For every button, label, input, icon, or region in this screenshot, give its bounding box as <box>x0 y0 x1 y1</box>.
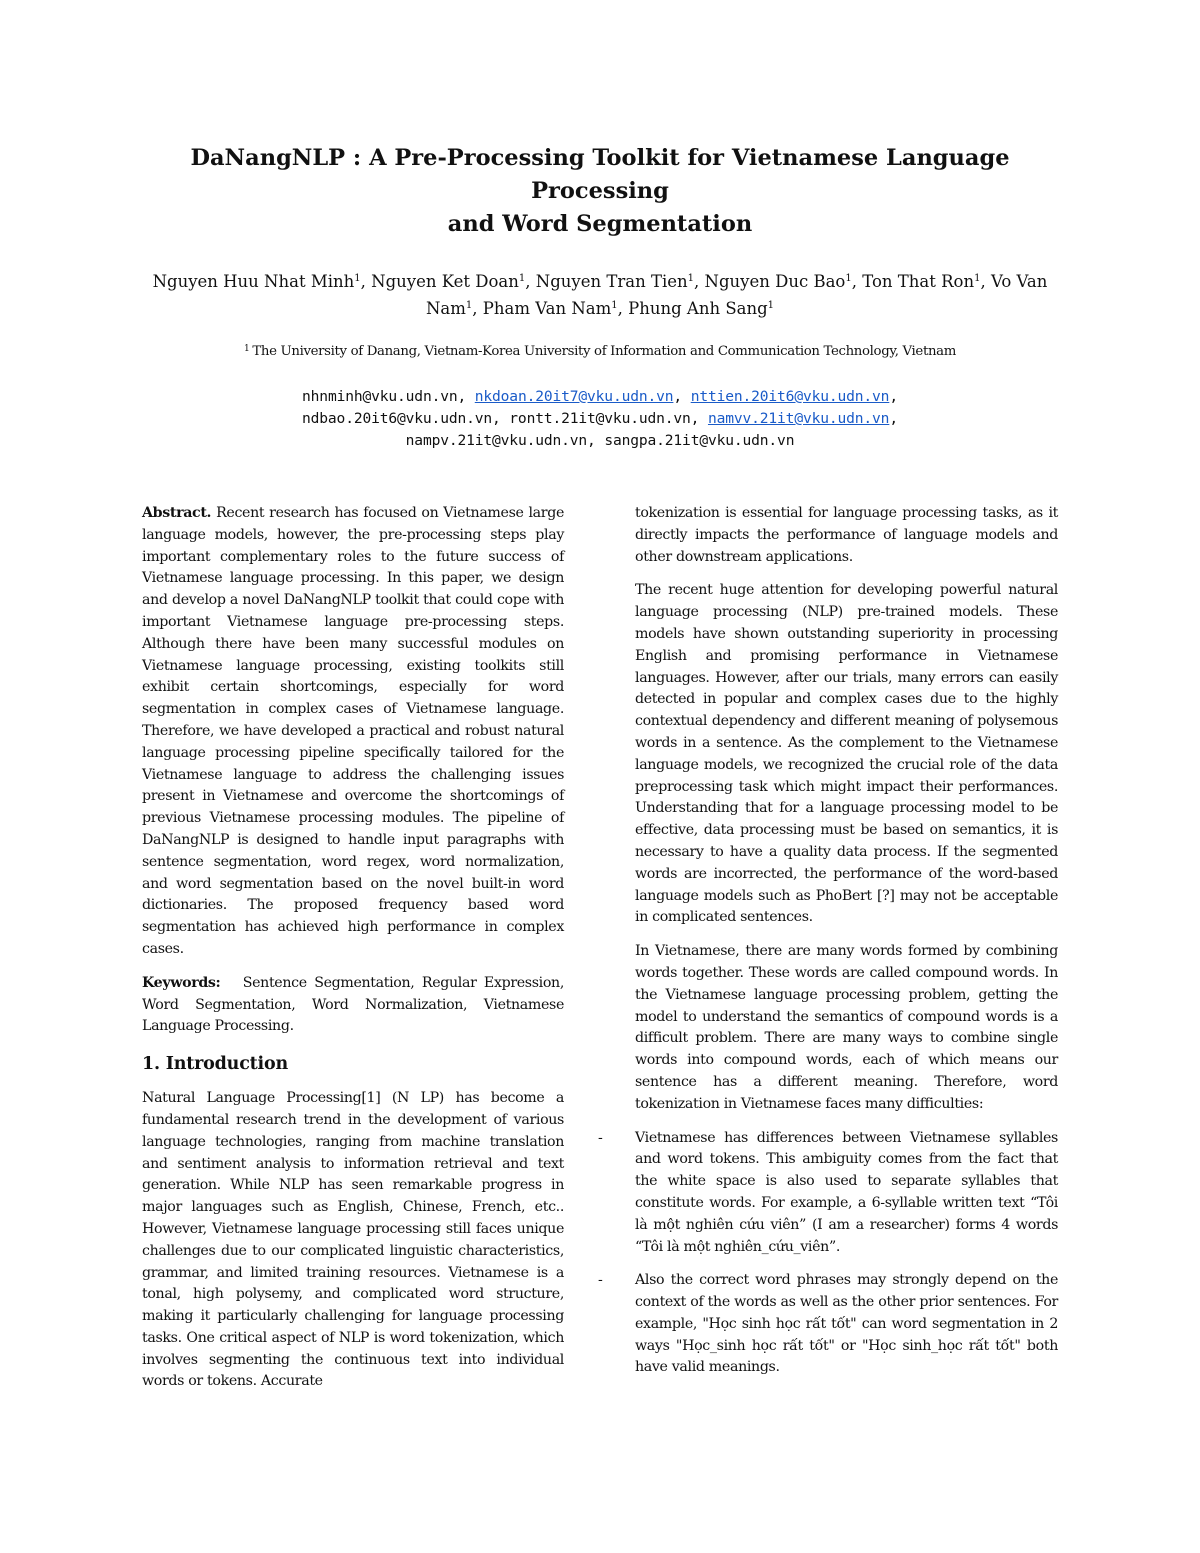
right-column <box>598 503 1058 1391</box>
section-heading: 1. Introduction <box>142 1054 288 1075</box>
email: ndbao.20it6@vku.udn.vn <box>302 410 493 427</box>
abstract <box>142 503 564 961</box>
title-line-2: and Word Segmentation <box>447 211 753 237</box>
author-affiliation-mark: 1 <box>611 300 618 311</box>
author: Nguyen Ket Doan <box>371 272 519 291</box>
intro-paragraph: The recent huge attention for developing powerful natural language processing (NLP) pre-trained models. These models have shown outstanding superiority in processing English and promising performance in Vietnamese languages. However, after our trials, many errors can easily detected in popular and complex cases due to the highly contextual dependency and different meaning of polysemous words in a sentence. As the complement to the Vietnamese language models, we recognized the crucial role of the data preprocessing task which might impact their performances. Understanding that for a language processing model to be effective, data processing must be based on semantics, it is necessary to have a quality data process. If the segmented words are incorrected, the performance of the word-based language models such as PhoBert [?] may not be acceptable in complicated sentences. <box>635 582 1058 926</box>
email-link[interactable]: nkdoan.20it7@vku.udn.vn <box>474 388 674 405</box>
author-affiliation-mark: 1 <box>974 273 981 284</box>
bullet-dash: - <box>598 1272 603 1289</box>
abstract-label: Abstract. <box>142 505 212 521</box>
affiliation-mark: 1 <box>244 344 250 354</box>
author: Pham Van Nam <box>482 299 612 318</box>
email: sangpa.21it@vku.udn.vn <box>604 432 795 449</box>
bullet-dash: - <box>598 1129 603 1146</box>
keywords <box>142 973 564 1038</box>
author: Vo Van Nam <box>425 272 1048 318</box>
author-affiliation-mark: 1 <box>687 273 695 284</box>
list-item <box>598 1270 1058 1379</box>
keywords-label: Keywords: <box>142 974 221 991</box>
author: Nguyen Huu Nhat Minh <box>152 272 355 291</box>
list-item-text: Vietnamese has differences between Vietnamese syllables and word tokens. This ambiguity comes from the fact that the white space is also used to separate syllables that constitute words. For example, a 6-syllable written text “Tôi là một nghiên cứu viên” (I am a researcher) forms 4 words “Tôi là một nghiên_cứu_viên”. <box>635 1129 1058 1255</box>
author-affiliation-mark: 1 <box>518 273 526 284</box>
abstract-text: Recent research has focused on Vietnamese large language models, however, the pre-processing steps play important complementary roles to the future success of Vietnamese language processing. In this paper, we design and develop a novel DaNangNLP toolkit that could cope with important Vietnamese language pre-processing steps. Although there have been many successful modules on Vietnamese language processing, existing toolkits still exhibit certain shortcomings, especially for word segmentation in complex cases of Vietnamese language. Therefore, we have developed a practical and robust natural language processing pipeline specifically tailored for the Vietnamese language to address the challenging issues present in Vietnamese and overcome the shortcomings of previous Vietnamese processing modules. The pipeline of DaNangNLP is designed to handle input paragraphs with sentence segmentation, word regex, word normalization, and word segmentation based on the novel built-in word dictionaries. The proposed frequency based word segmentation has achieved high performance in complex cases. <box>142 505 564 957</box>
intro-paragraph: Natural Language Processing[1] (N LP) has become a fundamental research trend in the development of various language technologies, ranging from machine translation and sentiment analysis to information retrieval and text generation. While NLP has seen remarkable progress in major languages such as English, Chinese, French, etc.. However, Vietnamese language processing still faces unique challenges due to our complicated linguistic characteristics, grammar, and limited training resources. Vietnamese is a tonal, high polysemy, and complicated word structure, making it particularly challenging for language processing tasks. One critical aspect of NLP is word tokenization, which involves segmenting the continuous text into individual words or tokens. Accurate <box>142 1090 564 1390</box>
author: Ton That Ron <box>862 272 975 291</box>
author-affiliation-mark: 1 <box>354 273 361 284</box>
title-line-1: DaNangNLP : A Pre-Processing Toolkit for Vietnamese Language Processing <box>190 145 1010 204</box>
list-item-text: Also the correct word phrases may strongly depend on the context of the words as well as the other prior sentences. For example, "Học sinh học rất tốt" can word segmentation in 2 ways "Học_sinh học rất tốt" or "Học sinh_học rất tốt" both have valid meanings. <box>635 1272 1058 1376</box>
author: Nguyen Duc Bao <box>704 272 846 291</box>
keywords-text: Sentence Segmentation, Regular Expression, Word Segmentation, Word Normalization, Vietnamese Language Processing. <box>142 974 564 1035</box>
email: nhnminh@vku.udn.vn <box>302 388 458 405</box>
email-link[interactable]: nttien.20it6@vku.udn.vn <box>690 388 890 405</box>
author: Nguyen Tran Tien <box>535 272 688 291</box>
email-list: nhnminh@vku.udn.vn, nkdoan.20it7@vku.udn.vn, nttien.20it6@vku.udn.vn, ndbao.20it6@vku.udn.vn, rontt.21it@vku.udn.vn, namvv.21it@vku.udn.vn, nampv.21it@vku.udn.vn, sangpa.21it@vku.udn.vn <box>302 388 898 449</box>
author: Phung Anh Sang <box>628 299 768 318</box>
list-item <box>598 1128 1058 1259</box>
author-affiliation-mark: 1 <box>465 300 473 311</box>
affiliation <box>120 342 1080 362</box>
bullet-list <box>598 1128 1058 1380</box>
intro-paragraph: In Vietnamese, there are many words formed by combining words together. These words are called compound words. In the Vietnamese language processing problem, getting the model to understand the semantics of compound words is a difficult problem. There are many ways to combine single words into compound words, each of which means our sentence has a different meaning. Therefore, word tokenization in Vietnamese faces many difficulties: <box>635 943 1058 1112</box>
author-list: Nguyen Huu Nhat Minh$^1$, Nguyen Ket Doan$^1$, Nguyen Tran Tien$^1$, Nguyen Duc Bao$^1$, Ton That Ron$^1$, Vo Van Nam$^1$, Pham Van Nam$^1$, Phung Anh Sang$^1$ <box>152 272 1048 318</box>
left-column <box>142 503 564 1393</box>
paper-title <box>120 142 1080 241</box>
author-affiliation-mark: 1 <box>767 300 775 311</box>
author-affiliation-mark: 1 <box>845 273 852 284</box>
email: rontt.21it@vku.udn.vn <box>509 410 691 427</box>
affiliation-text: The University of Danang, Vietnam-Korea University of Information and Communication Technology, Vietnam <box>252 344 956 359</box>
intro-paragraph-continued: tokenization is essential for language processing tasks, as it directly impacts the performance of language models and other downstream applications. <box>635 505 1058 565</box>
email: nampv.21it@vku.udn.vn <box>405 432 588 449</box>
email-link[interactable]: namvv.21it@vku.udn.vn <box>707 410 890 427</box>
